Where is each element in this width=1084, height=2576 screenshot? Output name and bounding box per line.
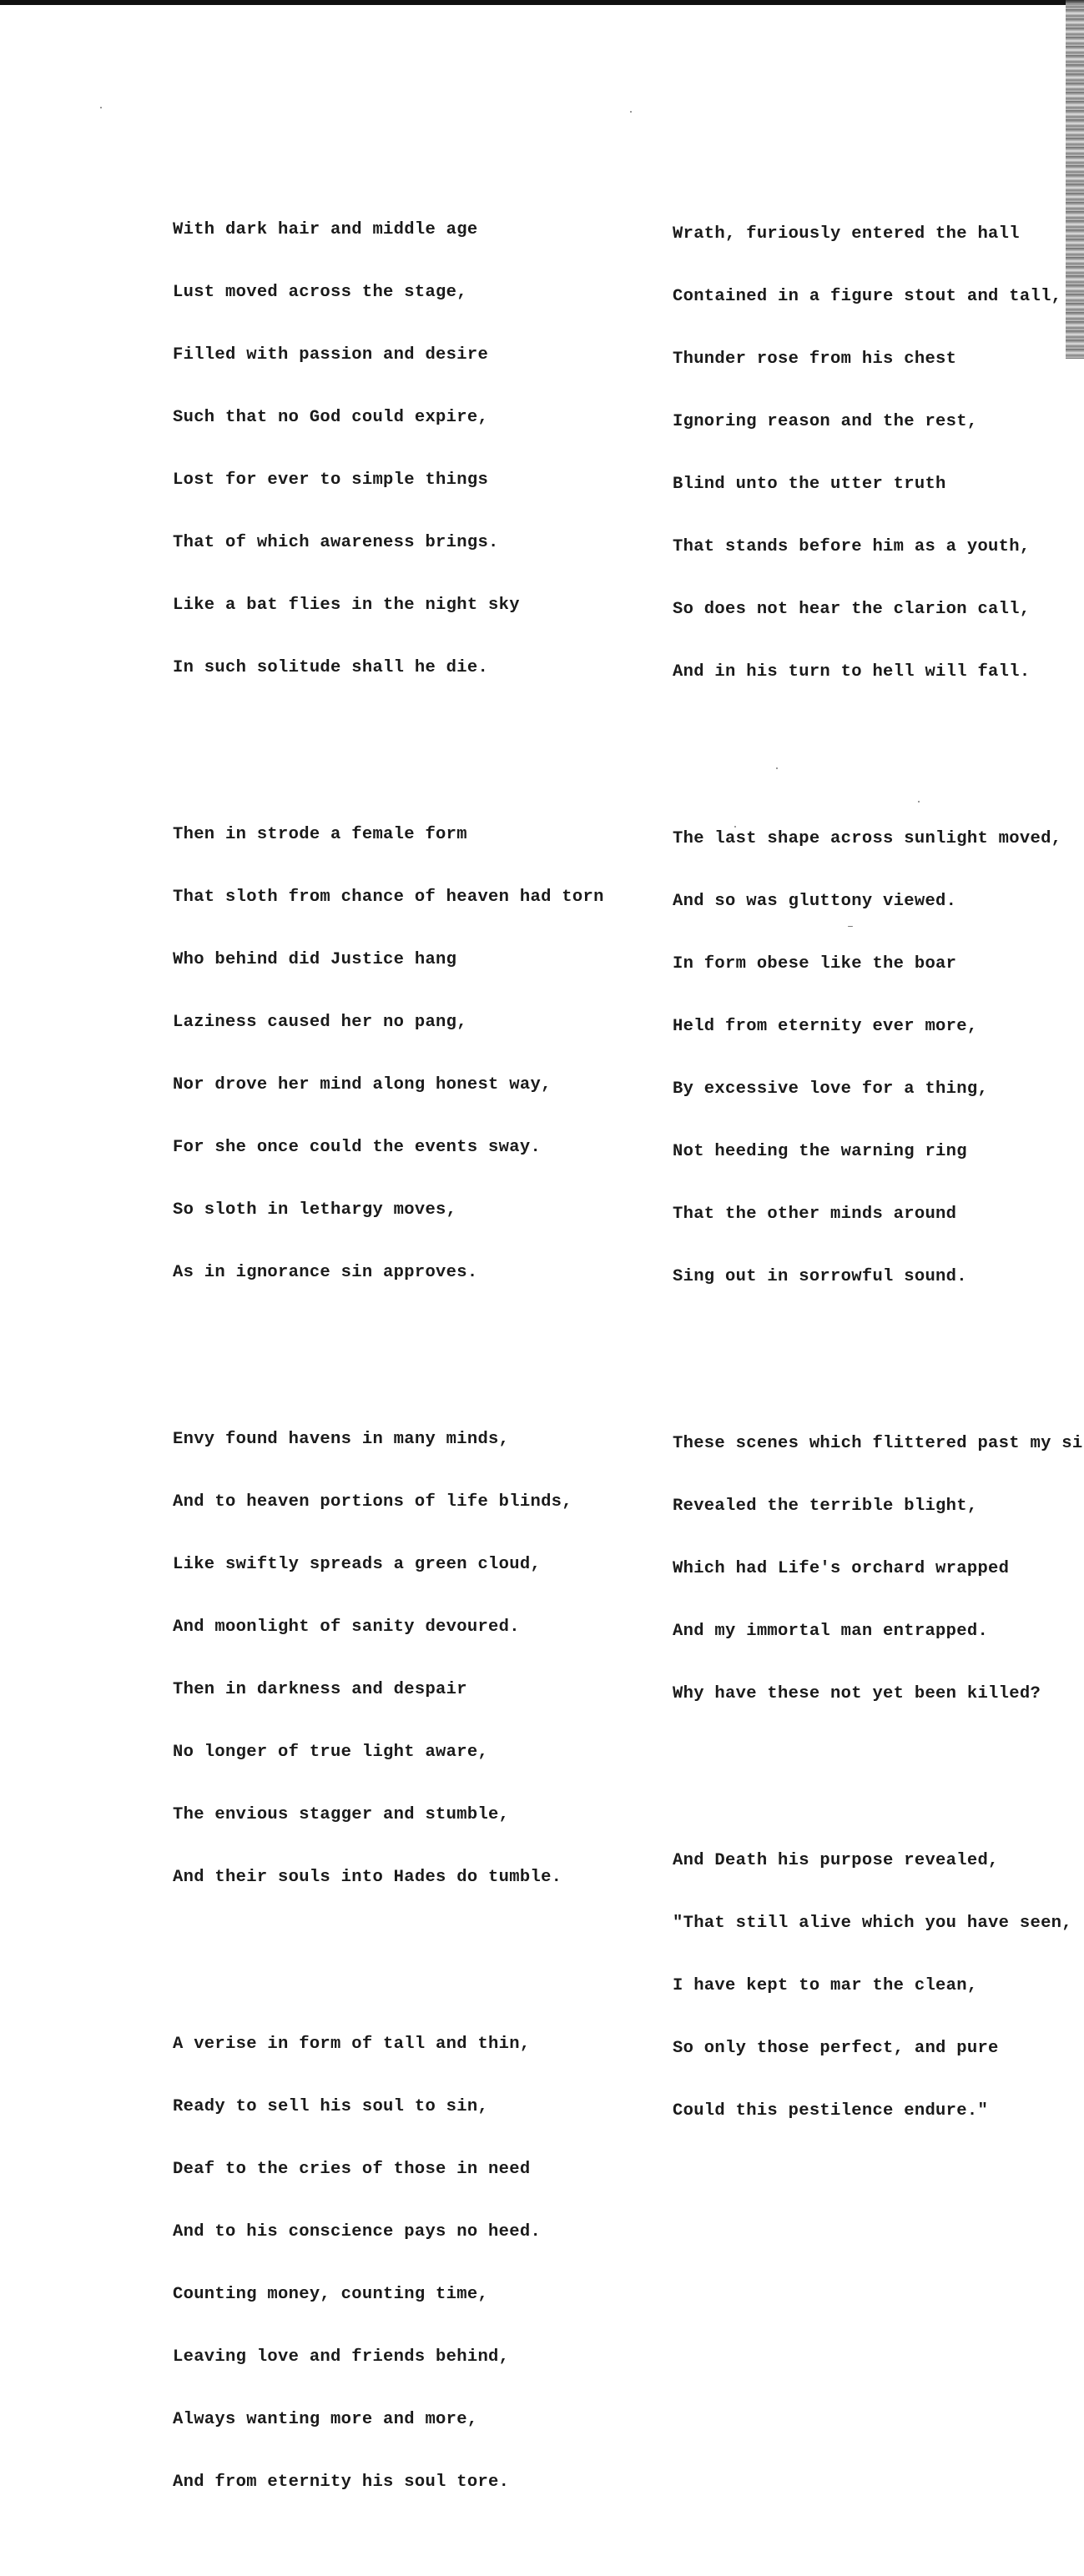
poem-line: Wrath, furiously entered the hall [673,224,1020,244]
paper-speck [848,926,853,927]
poem-line: As in ignorance sin approves. [173,1263,478,1282]
left-poem-column [173,136,604,2576]
poem-line: And to heaven portions of life blinds, [173,1492,572,1512]
poem-line: So does not hear the clarion call, [673,600,1031,619]
poem-line: That stands before him as a youth, [673,537,1031,556]
poem-line: Revealed the terrible blight, [673,1497,978,1516]
poem-line: Then in darkness and despair [173,1680,467,1699]
poem-line: Sing out in sorrowful sound. [673,1267,967,1286]
poem-line: Held from eternity ever more, [673,1017,978,1036]
poem-line: Then in strode a female form [173,825,467,844]
poem-line: And Death his purpose revealed, [673,1851,999,1870]
poem-line: Ready to sell his soul to sin, [173,2097,489,2116]
poem-line: And so was gluttony viewed. [673,892,957,911]
stanza-death [673,1809,1082,2163]
poem-line: That the other minds around [673,1205,957,1224]
poem-line: These scenes which flittered past my si [673,1434,1083,1453]
poem-line: Lost for ever to simple things [173,470,489,490]
poem-line: And in his turn to hell will fall. [673,662,1031,682]
stanza-envy [173,1387,604,1929]
poem-line: And my immortal man entrapped. [673,1622,989,1641]
paper-speck [918,801,920,802]
poem-line: And from eternity his soul tore. [173,2473,510,2492]
poem-line: That of which awareness brings. [173,533,499,552]
poem-line: "That still alive which you have seen, [673,1914,1072,1933]
poem-line: The envious stagger and stumble, [173,1805,510,1824]
poem-line: Could this pestilence endure." [673,2101,989,2121]
stanza-gluttony [673,787,1082,1329]
poem-line: Such that no God could expire, [173,408,489,427]
poem-line: No longer of true light aware, [173,1743,489,1762]
poem-line: In form obese like the boar [673,954,957,974]
paper-speck [630,111,632,113]
poem-line: So only those perfect, and pure [673,2039,999,2058]
paper-speck [734,826,736,828]
stanza-scenes [673,1391,1082,1746]
poem-line: Always wanting more and more, [173,2410,478,2429]
poem-line: Leaving love and friends behind, [173,2347,510,2367]
poem-line: With dark hair and middle age [173,220,478,239]
poem-line: Like swiftly spreads a green cloud, [173,1555,542,1574]
poem-line: In such solitude shall he die. [173,658,489,677]
poem-line: Deaf to the cries of those in need [173,2160,531,2179]
poem-line: Envy found havens in many minds, [173,1430,510,1449]
poem-line: Like a bat flies in the night sky [173,596,520,615]
paper-speck [776,767,778,769]
paper-speck [100,107,102,108]
poem-line: Who behind did Justice hang [173,950,457,969]
poem-line: Why have these not yet been killed? [673,1684,1041,1703]
poem-line: And their souls into Hades do tumble. [173,1868,562,1887]
poem-line: Blind unto the utter truth [673,475,946,494]
poem-line: For she once could the events sway. [173,1138,542,1157]
poem-line: I have kept to mar the clean, [673,1976,978,1995]
right-poem-column [673,140,1082,2205]
poem-line: By excessive love for a thing, [673,1079,989,1099]
poem-line: Laziness caused her no pang, [173,1013,467,1032]
stanza-wrath [673,182,1082,724]
poem-line: So sloth in lethargy moves, [173,1200,457,1220]
poem-line: The last shape across sunlight moved, [673,829,1062,848]
stanza-lust [173,178,604,720]
stanza-sloth [173,782,604,1325]
poem-line: Nor drove her mind along honest way, [173,1075,552,1094]
stanza-avarice [173,1992,604,2534]
poem-line: Contained in a figure stout and tall, [673,287,1062,306]
poem-line: Lust moved across the stage, [173,283,467,302]
poem-line: Counting money, counting time, [173,2285,489,2304]
top-edge-rule [0,0,1084,5]
poem-line: Filled with passion and desire [173,345,489,365]
poem-line: That sloth from chance of heaven had torn [173,888,604,907]
poem-line: Which had Life's orchard wrapped [673,1559,1010,1578]
poem-line: Not heeding the warning ring [673,1142,967,1161]
poem-line: And to his conscience pays no heed. [173,2222,542,2241]
poem-line: And moonlight of sanity devoured. [173,1618,520,1637]
poem-line: Ignoring reason and the rest, [673,412,978,431]
poem-line: A verise in form of tall and thin, [173,2035,531,2054]
poem-line: Thunder rose from his chest [673,350,957,369]
